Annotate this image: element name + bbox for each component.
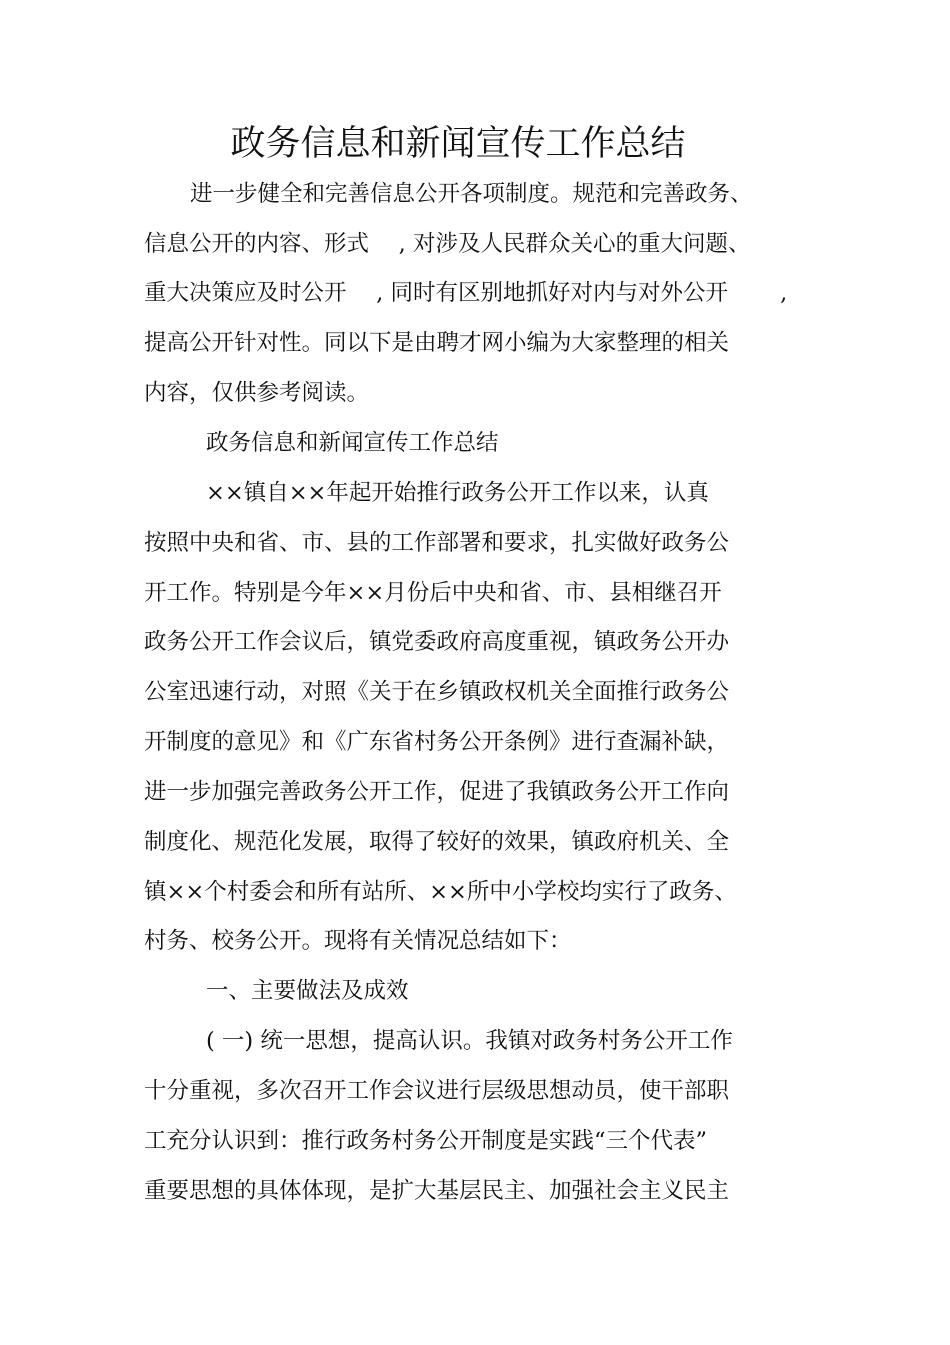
paragraph-line: 按照中央和省、市、县的工作部署和要求，扎实做好政务公 [144, 530, 730, 556]
paragraph-line: 开工作。特别是今年××月份后中央和省、市、县相继召开 [144, 580, 722, 606]
paragraph-line: ××镇自××年起开始推行政务公开工作以来，认真 [206, 480, 709, 506]
paragraph-line: 公室迅速行动，对照《关于在乡镇政权机关全面推行政务公 [144, 679, 730, 705]
paragraph-line: 镇××个村委会和所有站所、××所中小学校均实行了政务、 [144, 879, 737, 905]
paragraph-line: 开制度的意见》和《广东省村务公开条例》进行查漏补缺， [144, 729, 730, 755]
paragraph-line: 重大决策应及时公开 , 同时有区别地抓好对内与对外公开 , [144, 280, 788, 306]
paragraph-line: 内容，仅供参考阅读。 [144, 380, 370, 406]
paragraph-line: 工充分认识到：推行政务村务公开制度是实践“三个代表” [144, 1128, 708, 1154]
paragraph-line: 提高公开针对性。同以下是由聘才网小编为大家整理的相关 [144, 330, 730, 356]
section-heading: 政务信息和新闻宣传工作总结 [206, 430, 499, 456]
paragraph-line: 村务、校务公开。现将有关情况总结如下： [144, 928, 572, 954]
paragraph-line: 政务公开工作会议后，镇党委政府高度重视，镇政务公开办 [144, 629, 730, 655]
paragraph-line: ( 一) 统一思想，提高认识。我镇对政务村务公开工作 [206, 1028, 733, 1054]
paragraph-line: 制度化、规范化发展，取得了较好的效果，镇政府机关、全 [144, 829, 730, 855]
document-title: 政务信息和新闻宣传工作总结 [230, 124, 686, 164]
paragraph-line: 重要思想的具体体现，是扩大基层民主、加强社会主义民主 [144, 1178, 730, 1204]
paragraph-line: 信息公开的内容、形式 , 对涉及人民群众关心的重大问题、 [144, 231, 751, 257]
section-heading: 一、主要做法及成效 [206, 978, 409, 1004]
paragraph-line: 进一步加强完善政务公开工作，促进了我镇政务公开工作向 [144, 779, 730, 805]
paragraph-line: 进一步健全和完善信息公开各项制度。规范和完善政务、 [190, 181, 753, 207]
paragraph-line: 十分重视，多次召开工作会议进行层级思想动员，使干部职 [144, 1078, 730, 1104]
